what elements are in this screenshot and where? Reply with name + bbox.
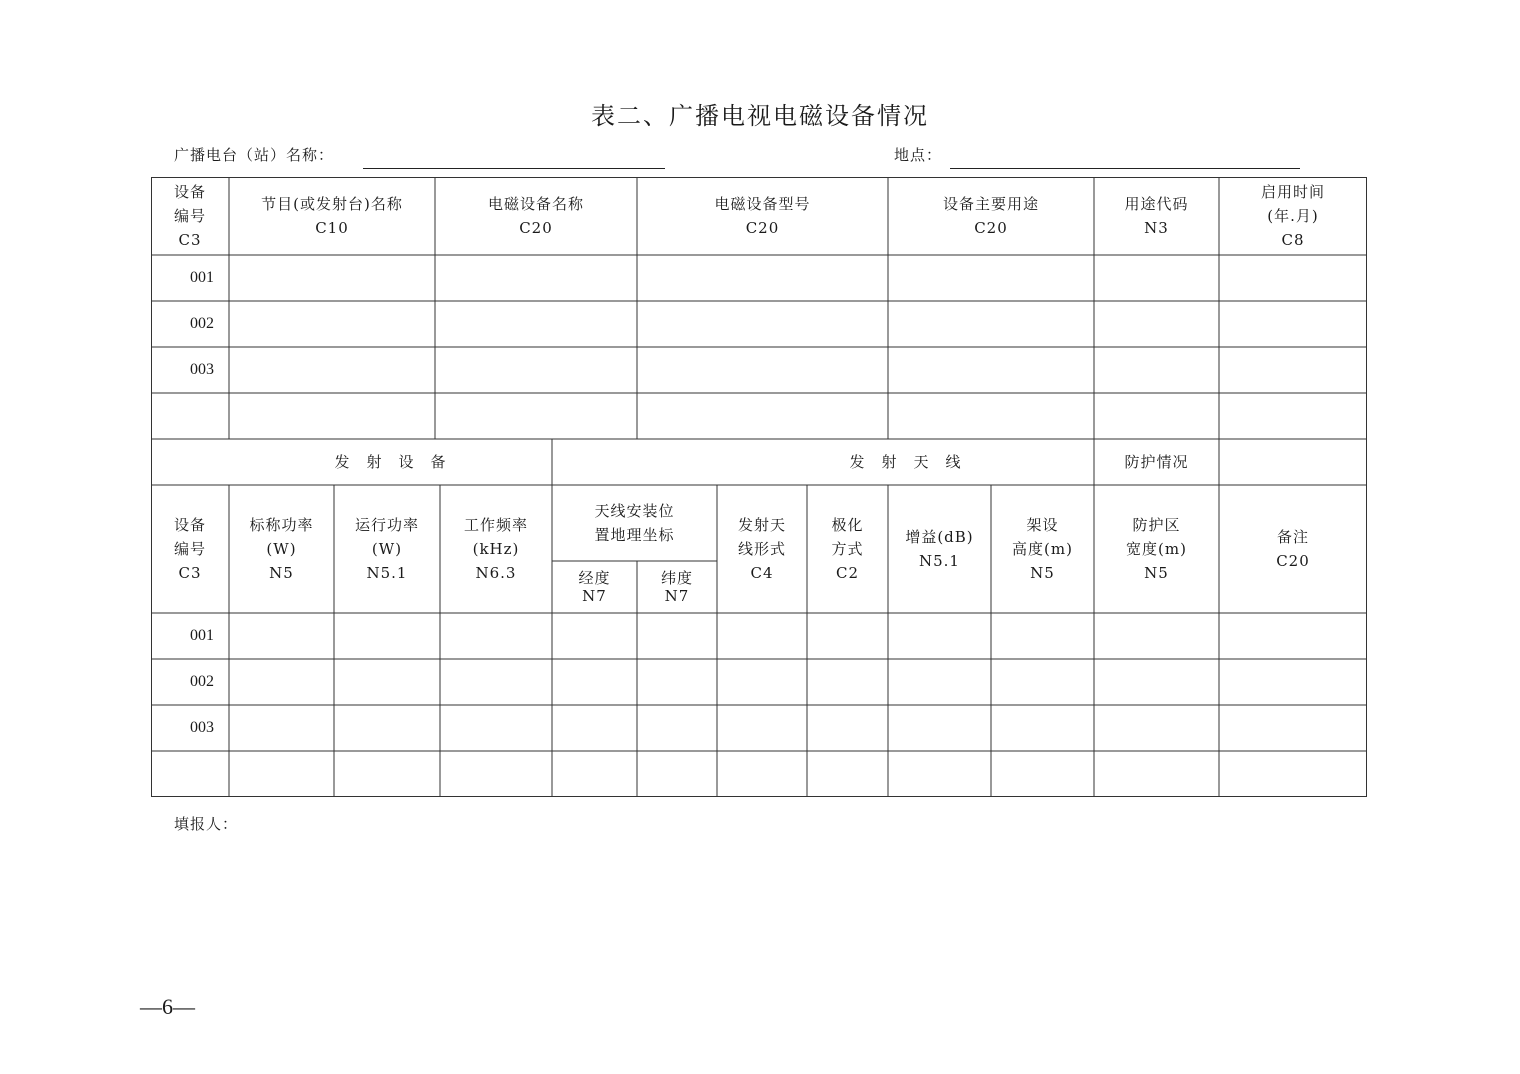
- page-number: —6—: [140, 994, 195, 1019]
- header-program-name: 节目(或发射台)名称 C10: [261, 195, 403, 237]
- table2-row-id: 003: [190, 719, 214, 736]
- header2-longitude: 经度 N7: [578, 569, 611, 605]
- header2-antenna-type: 发射天 线形式 C4: [737, 516, 786, 582]
- header2-nominal-power: 标称功率 (W) N5: [249, 516, 314, 582]
- table2-row-id: 001: [190, 627, 214, 644]
- table1-row-id: 001: [190, 269, 214, 286]
- header-equipment-model: 电磁设备型号 C20: [714, 195, 811, 237]
- header2-equipment-id: 设备 编号 C3: [173, 516, 206, 582]
- header-main-use: 设备主要用途 C20: [942, 195, 1039, 237]
- location-label: 地点：: [894, 146, 943, 164]
- header-use-code: 用途代码 N3: [1124, 195, 1189, 237]
- table1-row-id: 003: [190, 361, 214, 378]
- header2-antenna-position: 天线安装位 置地理坐标: [594, 502, 675, 544]
- table2-row-id: 002: [190, 673, 214, 690]
- station-name-input-line[interactable]: [363, 168, 665, 169]
- header-equipment-name: 电磁设备名称 C20: [487, 195, 584, 237]
- header-start-date: 启用时间 (年.月) C8: [1260, 183, 1325, 249]
- station-name-label: 广播电台（站）名称：: [174, 146, 335, 164]
- header2-latitude: 纬度 N7: [660, 569, 693, 605]
- header2-protection-width: 防护区 宽度(m) N5: [1126, 516, 1187, 582]
- header2-height: 架设 高度(m) N5: [1012, 516, 1073, 582]
- header2-operating-power: 运行功率 (W) N5.1: [354, 516, 419, 582]
- header2-polarization: 极化 方式 C2: [831, 516, 864, 582]
- location-input-line[interactable]: [950, 168, 1300, 169]
- header2-frequency: 工作频率 (kHz) N6.3: [463, 516, 528, 582]
- filler-label: 填报人：: [174, 815, 239, 833]
- equipment-form-table: [151, 177, 1367, 797]
- header2-gain: 增益(dB) N5.1: [905, 528, 974, 570]
- page-title: 表二、广播电视电磁设备情况: [591, 102, 929, 130]
- table1-row-id: 002: [190, 315, 214, 332]
- header-equipment-id: 设备 编号 C3: [173, 183, 206, 249]
- header2-remarks: 备注 C20: [1276, 528, 1310, 570]
- group-header-transmitter: 发 射 设 备: [334, 453, 447, 471]
- group-header-protection: 防护情况: [1124, 453, 1189, 471]
- group-header-antenna: 发 射 天 线: [849, 453, 962, 471]
